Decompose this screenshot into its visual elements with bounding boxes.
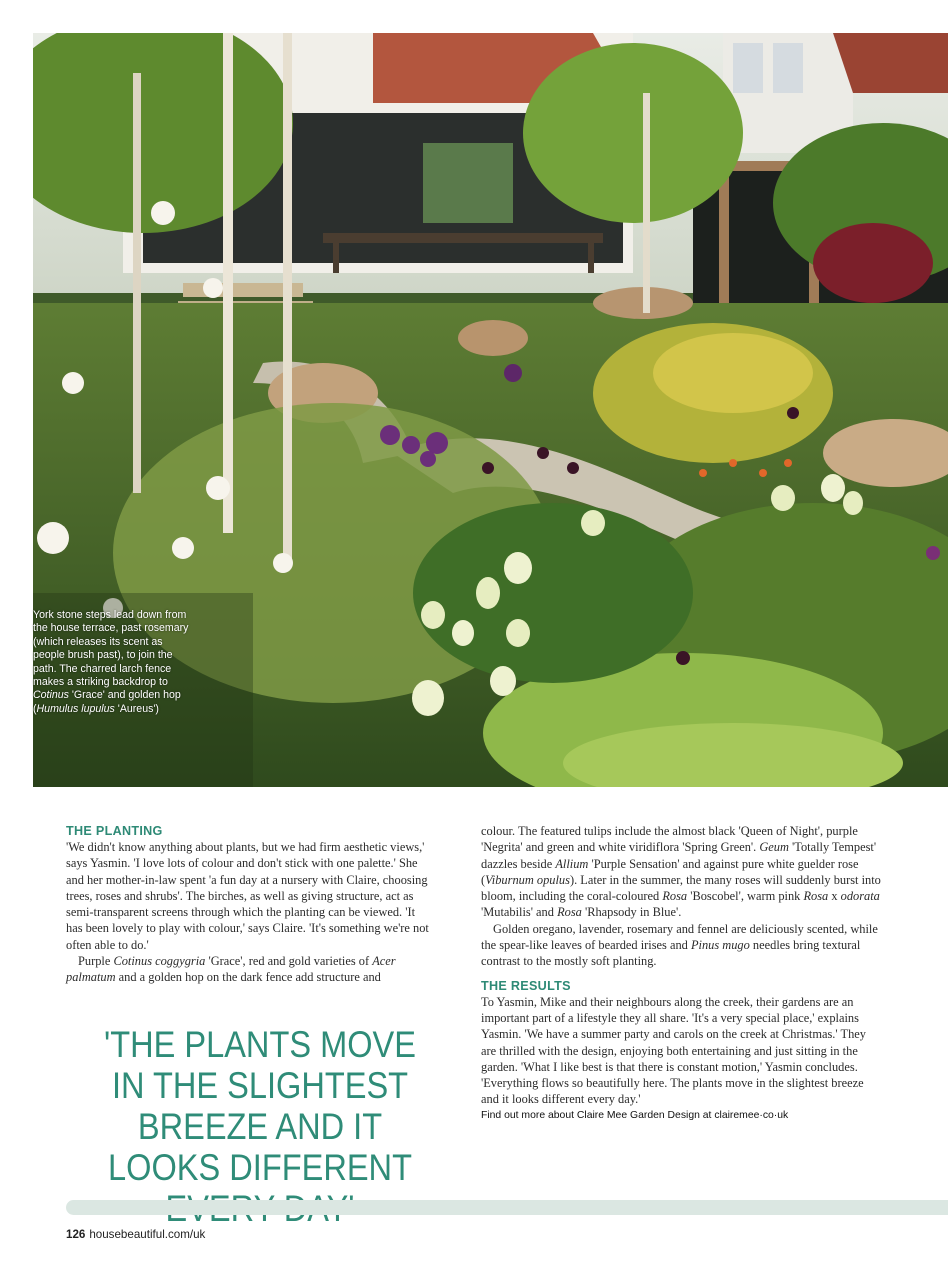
text-run: Purple — [78, 954, 114, 969]
footer-rule — [66, 1200, 948, 1215]
text-run: 'Rhapsody in Blue'. — [581, 905, 682, 920]
caption-text: 'Grace' and golden hop ( — [33, 689, 181, 715]
text-run: 'Boscobel', warm pink — [687, 889, 804, 904]
text-run: 'Purple Sensation' and against pure white guelder rose ( — [481, 856, 859, 887]
results-paragraph: To Yasmin, Mike and their neighbours along the creek, their gardens are an important part of a lifestyle they all share. 'It's a very special place,' explains Yasmin. 'We have a summer party and carols on the creek at Christmas.' They are thrilled with the design, enjoying both entertaining and just sitting in the garden. 'What I like best is that there is constant motion,' Yasmin concludes. 'Everything flows so beautifully here. The plants move in the slightest breeze and it looks different every day.' — [481, 994, 866, 1107]
plant-name: Cotinus coggygria — [113, 954, 206, 969]
planting-paragraph-3 — [481, 823, 881, 921]
text-run: 'Grace', red and gold varieties of — [205, 954, 373, 969]
site-url: housebeautiful.com/uk — [89, 1228, 206, 1241]
right-column — [481, 823, 881, 1123]
page-footer — [66, 1228, 205, 1241]
caption-text: York stone steps lead down from the house terrace, past rosemary (which releases its scent as people brush past), to join the path. The charred larch fence makes a striking backdrop to — [33, 609, 189, 689]
text-run: needles bring textural contrast to the mostly soft planting. — [481, 938, 861, 969]
plant-name: odorata — [840, 889, 880, 904]
text-run: ). Later in the summer, the many roses will suddenly burst into bloom, including the coral-coloured — [481, 872, 881, 904]
pull-quote: 'THE PLANTS MOVE IN THE SLIGHTEST BREEZE AND IT LOOKS DIFFERENT — [104, 1024, 416, 1188]
plant-name: Pinus mugo — [690, 938, 750, 953]
plant-name: Rosa — [557, 905, 582, 920]
plant-name: Rosa — [803, 889, 829, 904]
results-heading: THE RESULTS — [481, 978, 571, 993]
plant-name: Allium — [555, 856, 589, 871]
caption-plant-name: Humulus lupulus — [36, 702, 115, 715]
plant-name: Rosa — [662, 889, 688, 904]
photo-caption — [33, 609, 193, 716]
left-column — [66, 823, 429, 986]
plant-name: Acer palmatum — [66, 954, 396, 985]
planting-heading: THE PLANTING — [66, 824, 163, 838]
plant-name: Viburnum opulus — [485, 872, 570, 887]
text-run: Golden oregano, lavender, rosemary and fennel are deliciously scented, while the spear-like leaves of bearded irises and — [481, 921, 878, 953]
text-run: and a golden hop on the dark fence add structure and — [115, 970, 381, 985]
planting-paragraph-4 — [481, 921, 881, 970]
text-run: 'Mutabilis' and — [481, 905, 558, 920]
text-run: 'Totally Tempest' dazzles beside — [481, 840, 877, 871]
designer-credit: Find out more about Claire Mee Garden Design at clairemee·co·uk — [481, 1109, 789, 1121]
plant-name: Geum — [759, 840, 789, 855]
caption-plant-name: Cotinus — [33, 689, 69, 702]
text-run: colour. The featured tulips include the almost black 'Queen of Night', purple 'Negrita' and green and white viridiflora 'Spring Green'. — [481, 824, 858, 855]
caption-text: 'Aureus') — [114, 702, 159, 715]
planting-paragraph-1: 'We didn't know anything about plants, but we had firm aesthetic views,' says Yasmin. 'I love lots of colour and don't stick with one palette.' She and her mother-in-law spent 'a fun day at a nursery with Claire, choosing trees, roses and shrubs'. The birches, as well as giving structure, act as semi-transparent screens through which the planting can be viewed. 'It has been lovely to play with colour,' says Claire. 'It's something we're not often able to do.' — [66, 840, 429, 952]
text-run: x — [828, 889, 841, 904]
planting-paragraph-2 — [66, 953, 429, 986]
page-number: 126 — [66, 1228, 86, 1241]
